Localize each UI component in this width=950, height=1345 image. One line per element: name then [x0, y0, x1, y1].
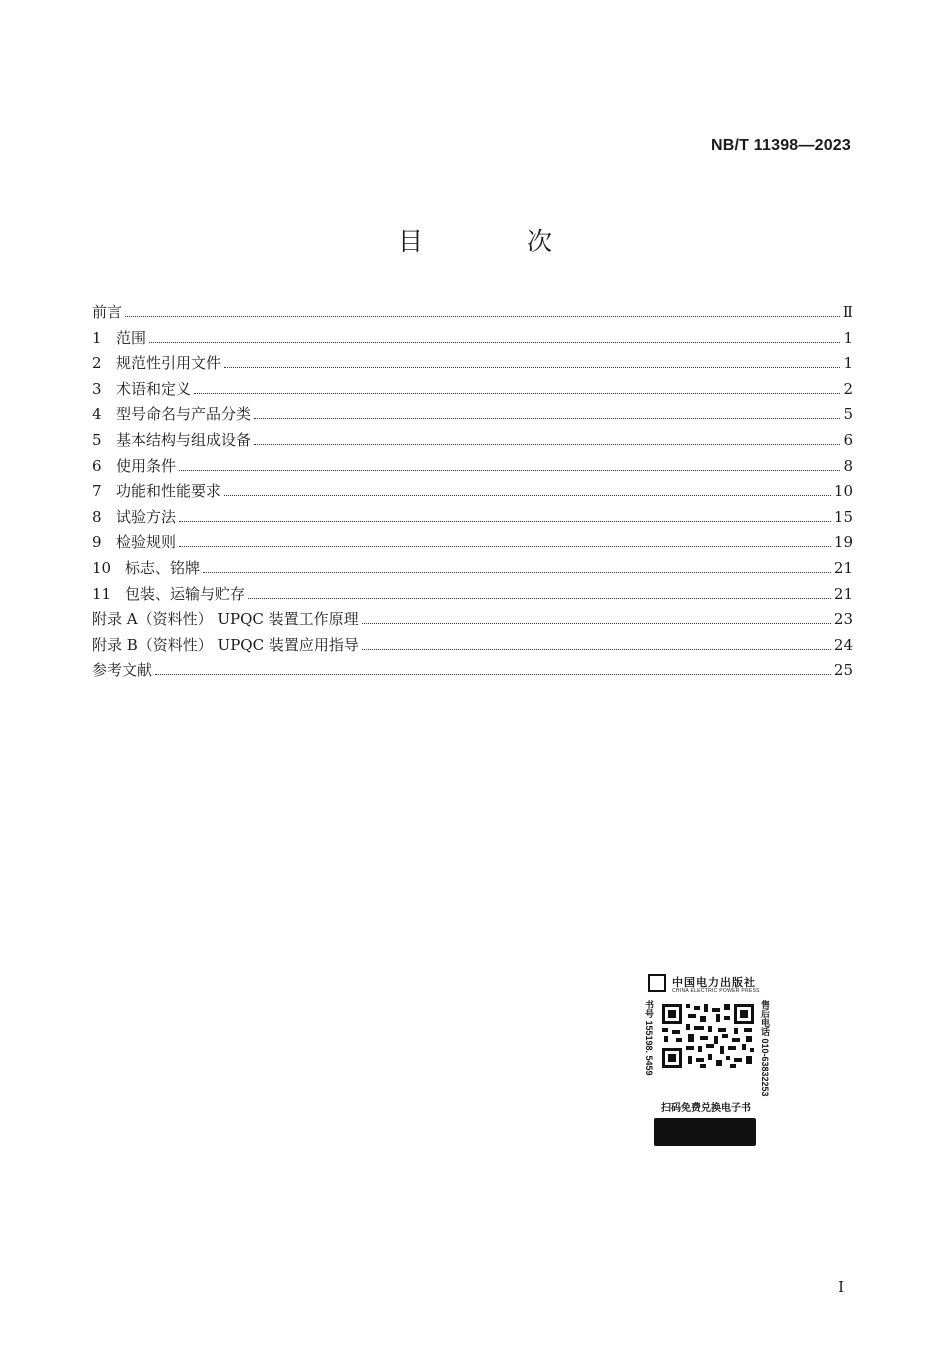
- toc-section-number: 4: [92, 405, 102, 424]
- redaction-bar: [654, 1118, 756, 1146]
- toc-section-number: 9: [92, 533, 102, 552]
- toc-leader-dots: [224, 495, 831, 496]
- toc-page-number: 23: [833, 610, 853, 629]
- toc-item-2[interactable]: [92, 351, 853, 377]
- book-number: 书号 155198. 5459: [644, 1000, 654, 1076]
- toc-section-number: 8: [92, 507, 102, 526]
- toc-item-appendix-a[interactable]: [92, 607, 853, 633]
- toc-leader-dots: [203, 572, 831, 573]
- standard-code: NB/T 11398—2023: [711, 137, 851, 154]
- toc-leader-dots: [179, 521, 831, 522]
- toc-page-number: 1: [843, 354, 853, 373]
- toc-leader-dots: [248, 598, 831, 599]
- toc-page-number: 21: [833, 558, 853, 577]
- publisher-logo: [648, 974, 772, 1000]
- toc-leader-dots: [179, 546, 831, 547]
- toc-item-9[interactable]: [92, 530, 853, 556]
- publisher-name-en: CHINA ELECTRIC POWER PRESS: [672, 988, 760, 994]
- toc-page-number: 5: [843, 405, 853, 424]
- toc-label: 检验规则: [116, 533, 177, 552]
- page-number: I: [838, 1278, 844, 1296]
- toc-label: 使用条件: [116, 456, 177, 475]
- toc-section-number: 11: [92, 584, 112, 603]
- ebook-qr-block: [640, 970, 772, 1150]
- toc-section-number: 7: [92, 482, 102, 501]
- toc-section-number: 5: [92, 430, 102, 449]
- toc-page-number: 15: [833, 507, 853, 526]
- toc-section-number: 2: [92, 354, 102, 373]
- toc-page-number: 1: [843, 328, 853, 347]
- toc-label: 基本结构与组成设备: [116, 430, 252, 449]
- toc-label: 附录 A（资料性） UPQC 装置工作原理: [92, 610, 359, 629]
- toc-leader-dots: [362, 623, 831, 624]
- toc-item-preface[interactable]: [92, 300, 853, 326]
- toc-label: 试验方法: [116, 507, 177, 526]
- toc-page-number: 6: [843, 430, 853, 449]
- toc-section-number: 1: [92, 328, 102, 347]
- table-of-contents: [92, 300, 853, 684]
- toc-item-references[interactable]: [92, 658, 853, 684]
- publisher-name: 中国电力出版社: [672, 976, 756, 989]
- toc-section-number: 3: [92, 379, 102, 398]
- toc-page-number: 24: [833, 635, 853, 654]
- toc-label: 标志、铭牌: [125, 558, 201, 577]
- toc-leader-dots: [194, 393, 840, 394]
- toc-label: 前言: [92, 303, 123, 321]
- toc-page-number: 10: [833, 482, 853, 501]
- toc-leader-dots: [254, 418, 840, 419]
- toc-page-number: 21: [833, 584, 853, 603]
- toc-page-number: 25: [833, 661, 853, 680]
- toc-item-3[interactable]: [92, 377, 853, 403]
- qr-code-icon[interactable]: [658, 1002, 758, 1070]
- toc-page-number: 19: [833, 533, 853, 552]
- toc-leader-dots: [224, 367, 840, 368]
- toc-label: 功能和性能要求: [116, 482, 222, 501]
- toc-label: 参考文献: [92, 661, 153, 680]
- toc-item-1[interactable]: [92, 326, 853, 352]
- toc-page-number: 8: [843, 456, 853, 475]
- toc-label: 术语和定义: [116, 379, 192, 398]
- toc-section-number: 6: [92, 456, 102, 475]
- toc-page-number: 2: [843, 379, 853, 398]
- toc-item-6[interactable]: [92, 454, 853, 480]
- toc-label: 附录 B（资料性） UPQC 装置应用指导: [92, 635, 359, 654]
- service-phone: 售后电话 010-63832253: [760, 1000, 770, 1097]
- toc-section-number: 10: [92, 558, 112, 577]
- toc-item-8[interactable]: [92, 505, 853, 531]
- publisher-mark-icon: [648, 974, 666, 992]
- toc-item-7[interactable]: [92, 479, 853, 505]
- page-title: 目 次: [398, 227, 600, 256]
- toc-leader-dots: [362, 649, 831, 650]
- toc-label: 范围: [116, 328, 147, 347]
- toc-leader-dots: [254, 444, 840, 445]
- toc-leader-dots: [155, 674, 831, 675]
- toc-leader-dots: [125, 316, 840, 317]
- toc-label: 包装、运输与贮存: [125, 584, 246, 603]
- toc-label: 规范性引用文件: [116, 354, 222, 373]
- toc-item-4[interactable]: [92, 402, 853, 428]
- toc-leader-dots: [149, 342, 840, 343]
- scan-caption: 扫码免费兑换电子书: [661, 1103, 751, 1114]
- toc-leader-dots: [179, 470, 840, 471]
- toc-label: 型号命名与产品分类: [116, 405, 252, 424]
- toc-item-appendix-b[interactable]: [92, 633, 853, 659]
- toc-page-number: Ⅱ: [842, 303, 853, 321]
- toc-item-10[interactable]: [92, 556, 853, 582]
- toc-item-11[interactable]: [92, 582, 853, 608]
- toc-item-5[interactable]: [92, 428, 853, 454]
